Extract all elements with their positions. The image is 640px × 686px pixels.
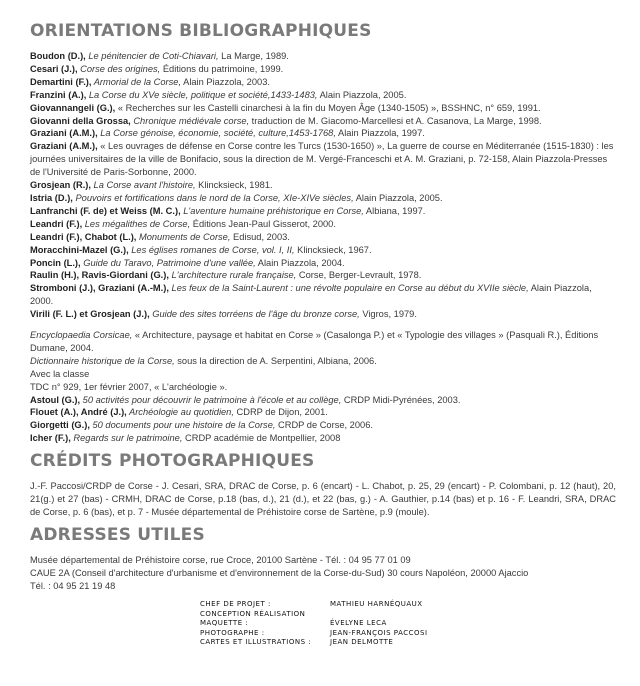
bibliography-entry — [30, 63, 616, 76]
staff-role: CONCEPTION RÉALISATION — [200, 609, 306, 618]
entry-author: Leandri (F.), Chabot (L.), — [30, 231, 137, 242]
entry-title: La Corse du XVe siècle, politique et société,1433-1483, — [86, 89, 318, 100]
staff-row — [200, 638, 500, 648]
entry-author: Giovanni della Grossa, — [30, 115, 131, 126]
entry-title: Archéologie au quotidien, — [126, 407, 234, 418]
bibliography-entry — [30, 282, 616, 308]
entry-author: Poncin (L.), — [30, 257, 81, 268]
bibliography-entry — [30, 257, 616, 270]
entry-details: Albiana, 1997. — [363, 205, 426, 216]
entry-author: Giovannangeli (G.), — [30, 102, 116, 113]
bibliography-entry — [30, 50, 616, 63]
entry-author: Grosjean (R.), — [30, 180, 91, 191]
entry-details: Alain Piazzola, 2000. — [30, 283, 592, 307]
entry-details: « Recherches sur les Castelli cinarchesi à la fin du Moyen Âge (1340-1505) », BSSHNC, n° 659, 1991. — [115, 102, 541, 113]
entry-author: Cesari (J.), — [30, 63, 78, 74]
entry-details: Klincksieck, 1967. — [294, 244, 372, 255]
bibliography-entry — [30, 419, 616, 432]
bibliography-entry — [30, 269, 616, 282]
entry-details: Vigros, 1979. — [359, 309, 417, 320]
staff-row — [200, 600, 500, 610]
staff-role: CHEF DE PROJET : — [200, 600, 271, 608]
entry-title: Monuments de Corse, — [136, 231, 231, 242]
staff-name: ÉVELYNE LECA — [330, 619, 387, 628]
staff-role: CARTES ET ILLUSTRATIONS : — [200, 638, 312, 647]
entry-details: Corse, Berger-Levrault, 1978. — [296, 270, 422, 281]
entry-author: Boudon (D.), — [30, 51, 86, 61]
entry-title: 50 documents pour une histoire de la Corse, — [89, 420, 276, 431]
bibliography-entry — [30, 218, 616, 231]
entry-details: « Architecture, paysage et habitat en Corse » (Casalonga P.) et « Typologie des villages » (Pasquali R.), Éditions Dumane, 2004. — [30, 330, 599, 353]
entry-details: Éditions Jean-Paul Gisserot, 2000. — [190, 218, 336, 229]
entry-details: CRDP académie de Montpellier, 2008 — [182, 433, 341, 444]
entry-details: CRDP Midi-Pyrénées, 2003. — [341, 394, 461, 405]
entry-author: Astoul (G.), — [30, 394, 81, 405]
entry-title: L'aventure humaine préhistorique en Corse, — [180, 205, 364, 216]
bibliography-entry — [30, 244, 616, 257]
entry-title: Les mégalithes de Corse, — [82, 218, 191, 229]
entry-title: La Corse avant l'histoire, — [90, 180, 196, 191]
entry-details: « Les ouvrages de défense en Corse contre les Turcs (1530-1650) », La guerre de course en Méditerranée (1515-1830) : les journées universitaires de la ville de Bonifacio, sous la direction de M. Vergé-Franceschi et A. M. Graziani, p. 72-158, Alain Piazzola-Presses de l'Université de Paris-Sorbonne, 2000. — [30, 141, 614, 178]
entry-details: La Marge, 1989. — [218, 51, 289, 61]
entry-author: Icher (F.), — [30, 433, 71, 444]
entry-title: Guide du Taravo, Patrimoine d'une vallée, — [80, 257, 256, 268]
entry-title: Chronique médiévale corse, — [130, 115, 250, 126]
credits-text: J.-F. Paccosi/CRDP de Corse - J. Cesari, SRA, DRAC de Corse, p. 6 (encart) - L. Chabot, p. 25, 29 (encart) - P. Colombani, p. 12 (haut), 20, 21(g.) et 27 (bas) - CRMH, DRAC de Corse, p.18 (bas, d.), 21 (d.), et 22 (bas, g.) - A. Gauthier, p.14 (bas) et p. 16 - F. Leandri, SRA, DRAC de Corse, p. 6 (bas), et p. 7 - Musée départemental de Préhistoire corse de Sartène, p.9 (moule). — [30, 481, 616, 518]
entry-author: Leandri (F.), — [30, 218, 83, 229]
entry-author: Graziani (A.M.), — [30, 128, 98, 139]
bibliography-entry — [30, 102, 616, 115]
entry-details: Klincksieck, 1981. — [195, 180, 273, 191]
bibliography-entry — [30, 127, 616, 140]
bibliography-entry — [30, 308, 616, 321]
entry-author: Franzini (A.), — [30, 89, 87, 100]
entry-author: Stromboni (J.), Graziani (A.-M.), — [30, 283, 169, 294]
entry-author: Demartini (F.), — [30, 76, 92, 87]
colophon-page — [30, 22, 616, 593]
entry-title: Le pénitencier de Coti-Chiavari, — [85, 51, 219, 61]
entry-details: Alain Piazzola, 2004. — [255, 257, 345, 268]
entry-author: Lanfranchi (F. de) et Weiss (M. C.), — [30, 205, 181, 216]
entry-title: Armorial de la Corse, — [91, 76, 182, 87]
bibliography-entry — [30, 432, 616, 445]
bibliography-entry — [30, 89, 616, 102]
staff-row — [200, 610, 500, 620]
bibliography-entry — [30, 355, 616, 368]
entry-author: Graziani (A.M.), — [30, 141, 98, 152]
entry-details: sous la direction de A. Serpentini, Albiana, 2006. — [174, 355, 377, 366]
entry-title: Les feux de la Saint-Laurent : une révolte populaire en Corse au début du XVIIe siècle, — [168, 283, 529, 294]
addresses-heading: ADRESSES UTILES — [30, 525, 205, 546]
staff-row — [200, 629, 500, 639]
entry-author: Moracchini-Mazel (G.), — [30, 244, 129, 255]
bibliography-entry — [30, 394, 616, 407]
bibliography-entry — [30, 381, 616, 394]
entry-title: Corse des origines, — [77, 63, 161, 74]
entry-details: Alain Piazzola, 2003. — [181, 76, 270, 87]
entry-author: Flouet (A.), André (J.), — [30, 407, 127, 418]
bibliography-entry — [30, 179, 616, 192]
bibliography-entry — [30, 140, 616, 179]
addresses-list — [30, 554, 616, 593]
entry-author: Giorgetti (G.), — [30, 420, 90, 431]
entry-details: Éditions du patrimoine, 1999. — [160, 63, 284, 74]
spacer — [30, 321, 616, 329]
entry-author: Virili (F. L.) et Grosjean (J.), — [30, 309, 150, 320]
bibliography-entry — [30, 329, 616, 355]
bibliography-entry — [30, 115, 616, 128]
staff-name — [330, 610, 500, 620]
bibliography-list — [30, 50, 616, 321]
staff-role: PHOTOGRAPHE : — [200, 628, 265, 637]
address-line: Musée départemental de Préhistoire corse, rue Croce, 20100 Sartène - Tél. : 04 95 77 01 09 — [30, 555, 411, 566]
classe-label: Avec la classe — [30, 368, 90, 379]
entry-title: La Corse génoise, économie, société, culture,1453-1768, — [97, 128, 336, 139]
entry-title: 50 activités pour découvrir le patrimoine à l'école et au collège, — [80, 394, 342, 405]
entry-details: CRDP de Corse, 2006. — [275, 420, 373, 431]
entry-details: Alain Piazzola, 1997. — [335, 128, 425, 139]
bibliography-entry — [30, 192, 616, 205]
entry-details: TDC n° 929, 1er février 2007, « L'archéologie ». — [30, 381, 228, 392]
entry-title: L'architecture rurale française, — [168, 270, 297, 281]
entry-details: traduction de M. Giacomo-Marcellesi et A. Casanova, La Marge, 1998. — [249, 115, 542, 126]
entry-title: Regards sur le patrimoine, — [70, 433, 183, 444]
bibliography-entry — [30, 76, 616, 89]
entry-details: Edisud, 2003. — [230, 231, 290, 242]
bibliography-encyclopedias — [30, 329, 616, 368]
address-line: CAUE 2A (Conseil d'architecture d'urbanisme et d'environnement de la Corse-du-Sud) 30 cours Napoléon, 20000 Ajaccio — [30, 568, 529, 579]
entry-details: Alain Piazzola, 2005. — [353, 192, 443, 203]
bibliography-heading: ORIENTATIONS BIBLIOGRAPHIQUES — [30, 21, 372, 41]
staff-credits — [200, 600, 500, 648]
entry-title: Pouvoirs et fortifications dans le nord de la Corse, XIe-XIVe siècles, — [72, 192, 354, 203]
entry-title: Dictionnaire historique de la Corse, — [30, 355, 175, 366]
entry-author: Raulin (H.), Ravis-Giordani (G.), — [30, 270, 169, 281]
entry-title: Guide des sites torréens de l'âge du bronze corse, — [149, 309, 360, 320]
staff-name: JEAN DELMOTTE — [330, 638, 394, 647]
entry-details: CDRP de Dijon, 2001. — [233, 407, 328, 418]
staff-name: JEAN-FRANÇOIS PACCOSI — [330, 628, 428, 637]
address-line: Tél. : 04 95 21 19 48 — [30, 581, 116, 592]
staff-role: MAQUETTE : — [200, 619, 249, 628]
bibliography-entry — [30, 231, 616, 244]
bibliography-entry — [30, 406, 616, 419]
bibliography-classe-list — [30, 381, 616, 446]
entry-title: Les églises romanes de Corse, vol. I, II, — [128, 244, 295, 255]
staff-name: MATHIEU HARNÉQUAUX — [330, 600, 423, 608]
entry-author: Istria (D.), — [30, 192, 73, 203]
staff-row — [200, 619, 500, 629]
credits-heading: CRÉDITS PHOTOGRAPHIQUES — [30, 451, 315, 472]
entry-title: Encyclopaedia Corsicae, — [30, 330, 133, 341]
bibliography-entry — [30, 205, 616, 218]
entry-details: Alain Piazzola, 2005. — [317, 89, 407, 100]
